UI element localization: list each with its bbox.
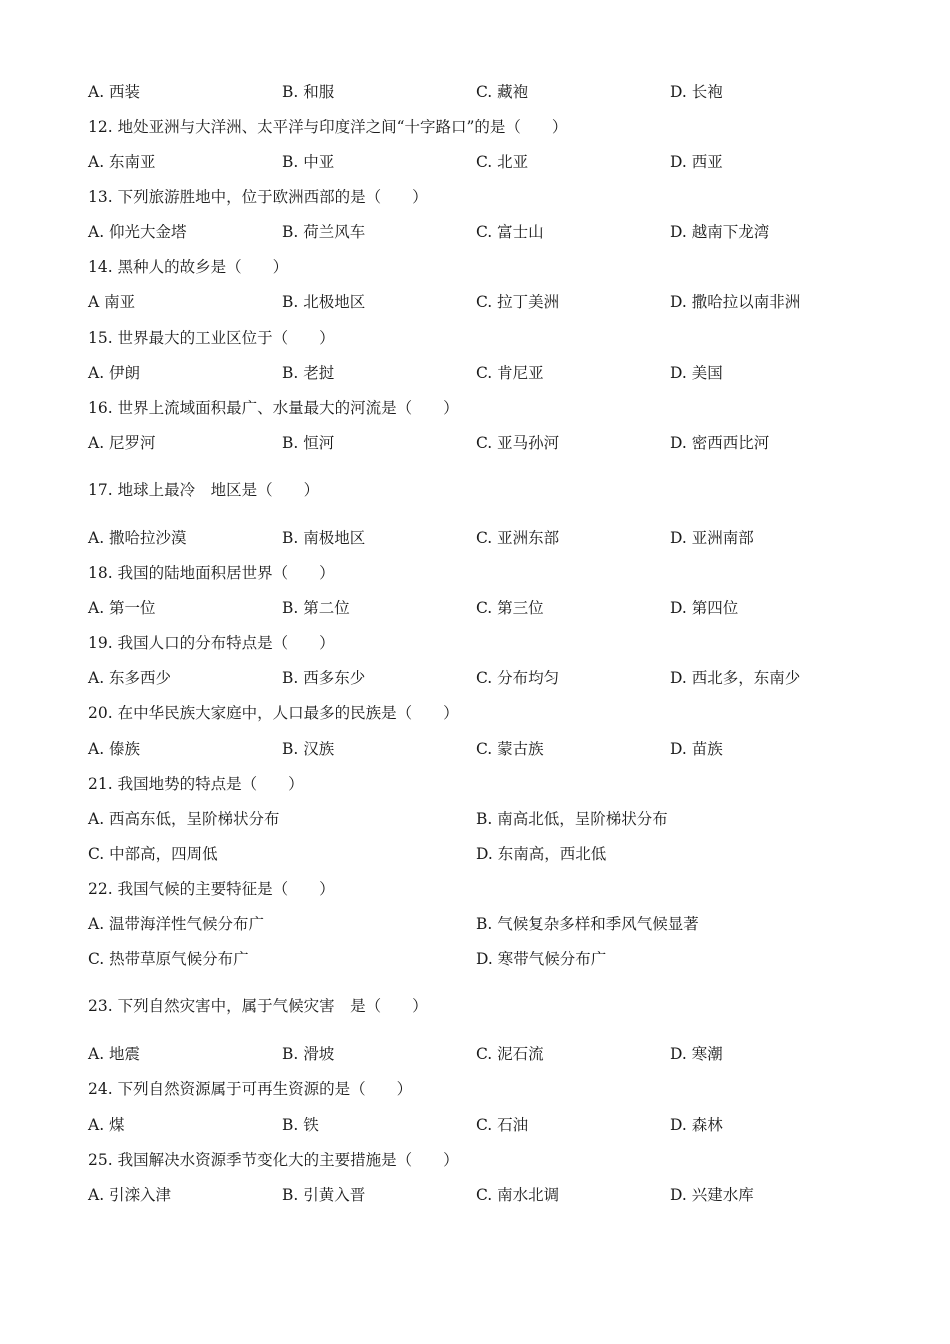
- option-c: C. 蒙古族: [476, 740, 544, 758]
- option-b: B. 第二位: [282, 599, 350, 617]
- option-d: D. 美国: [670, 364, 723, 382]
- option-a: A. 西高东低，呈阶梯状分布: [88, 810, 280, 828]
- option-d: D. 寒带气候分布广: [476, 950, 607, 968]
- option-b: B. 滑坡: [282, 1045, 335, 1063]
- option-b: B. 汉族: [282, 740, 335, 758]
- option-c: C. 亚马孙河: [476, 434, 560, 452]
- option-d: D. 苗族: [670, 740, 723, 758]
- option-b: B. 引黄入晋: [282, 1186, 366, 1204]
- option-c: C. 亚洲东部: [476, 529, 560, 547]
- option-c: C. 泥石流: [476, 1045, 544, 1063]
- option-d: D. 第四位: [670, 599, 739, 617]
- question-18: 18. 我国的陆地面积居世界（ ）: [88, 564, 335, 582]
- option-d: D. 西北多，东南少: [670, 669, 801, 687]
- question-13: 13. 下列旅游胜地中，位于欧洲西部的是（ ）: [88, 188, 428, 206]
- option-b: B. 南极地区: [282, 529, 366, 547]
- option-b: B. 和服: [282, 83, 335, 101]
- option-c: C. 热带草原气候分布广: [88, 950, 249, 968]
- question-24: 24. 下列自然资源属于可再生资源的是（ ）: [88, 1080, 413, 1098]
- option-b: B. 北极地区: [282, 293, 366, 311]
- question-16: 16. 世界上流域面积最广、水量最大的河流是（ ）: [88, 399, 459, 417]
- option-a: A. 撒哈拉沙漠: [88, 529, 187, 547]
- option-c: C. 中部高，四周低: [88, 845, 218, 863]
- option-b: B. 中亚: [282, 153, 335, 171]
- option-a: A. 引滦入津: [88, 1186, 172, 1204]
- question-20: 20. 在中华民族大家庭中，人口最多的民族是（ ）: [88, 704, 459, 722]
- option-d: D. 森林: [670, 1116, 723, 1134]
- question-19: 19. 我国人口的分布特点是（ ）: [88, 634, 335, 652]
- option-c: C. 分布均匀: [476, 669, 560, 687]
- question-21: 21. 我国地势的特点是（ ）: [88, 775, 304, 793]
- option-a: A. 温带海洋性气候分布广: [88, 915, 265, 933]
- question-23: 23. 下列自然灾害中，属于气候灾害 是（ ）: [88, 997, 428, 1015]
- option-a: A. 东南亚: [88, 153, 156, 171]
- option-c: C. 肯尼亚: [476, 364, 544, 382]
- option-b: B. 南高北低，呈阶梯状分布: [476, 810, 668, 828]
- question-17: 17. 地球上最冷 地区是（ ）: [88, 481, 320, 499]
- option-d: D. 撒哈拉以南非洲: [670, 293, 801, 311]
- option-c: C. 南水北调: [476, 1186, 560, 1204]
- question-14: 14. 黑种人的故乡是（ ）: [88, 258, 289, 276]
- option-d: D. 长袍: [670, 83, 723, 101]
- option-d: D. 兴建水库: [670, 1186, 754, 1204]
- option-b: B. 气候复杂多样和季风气候显著: [476, 915, 699, 933]
- option-d: D. 越南下龙湾: [670, 223, 770, 241]
- option-a: A. 第一位: [88, 599, 156, 617]
- option-d: D. 密西西比河: [670, 434, 770, 452]
- option-d: D. 寒潮: [670, 1045, 723, 1063]
- option-c: C. 第三位: [476, 599, 544, 617]
- option-b: B. 老挝: [282, 364, 335, 382]
- option-b: B. 铁: [282, 1116, 319, 1134]
- option-b: B. 荷兰风车: [282, 223, 366, 241]
- option-a: A 南亚: [88, 293, 136, 311]
- option-b: B. 恒河: [282, 434, 335, 452]
- option-c: C. 藏袍: [476, 83, 529, 101]
- question-22: 22. 我国气候的主要特征是（ ）: [88, 880, 335, 898]
- option-c: C. 石油: [476, 1116, 529, 1134]
- option-a: A. 东多西少: [88, 669, 172, 687]
- option-a: A. 尼罗河: [88, 434, 156, 452]
- option-a: A. 地震: [88, 1045, 141, 1063]
- option-a: A. 仰光大金塔: [88, 223, 187, 241]
- option-c: C. 北亚: [476, 153, 529, 171]
- option-b: B. 西多东少: [282, 669, 366, 687]
- option-c: C. 富士山: [476, 223, 544, 241]
- option-a: A. 伊朗: [88, 364, 141, 382]
- option-d: D. 亚洲南部: [670, 529, 754, 547]
- question-12: 12. 地处亚洲与大洋洲、太平洋与印度洋之间“十字路口”的是（ ）: [88, 118, 568, 136]
- option-a: A. 傣族: [88, 740, 141, 758]
- option-a: A. 煤: [88, 1116, 125, 1134]
- question-25: 25. 我国解决水资源季节变化大的主要措施是（ ）: [88, 1151, 459, 1169]
- option-d: D. 东南高，西北低: [476, 845, 607, 863]
- option-c: C. 拉丁美洲: [476, 293, 560, 311]
- option-a: A. 西装: [88, 83, 141, 101]
- question-15: 15. 世界最大的工业区位于（ ）: [88, 329, 335, 347]
- option-d: D. 西亚: [670, 153, 723, 171]
